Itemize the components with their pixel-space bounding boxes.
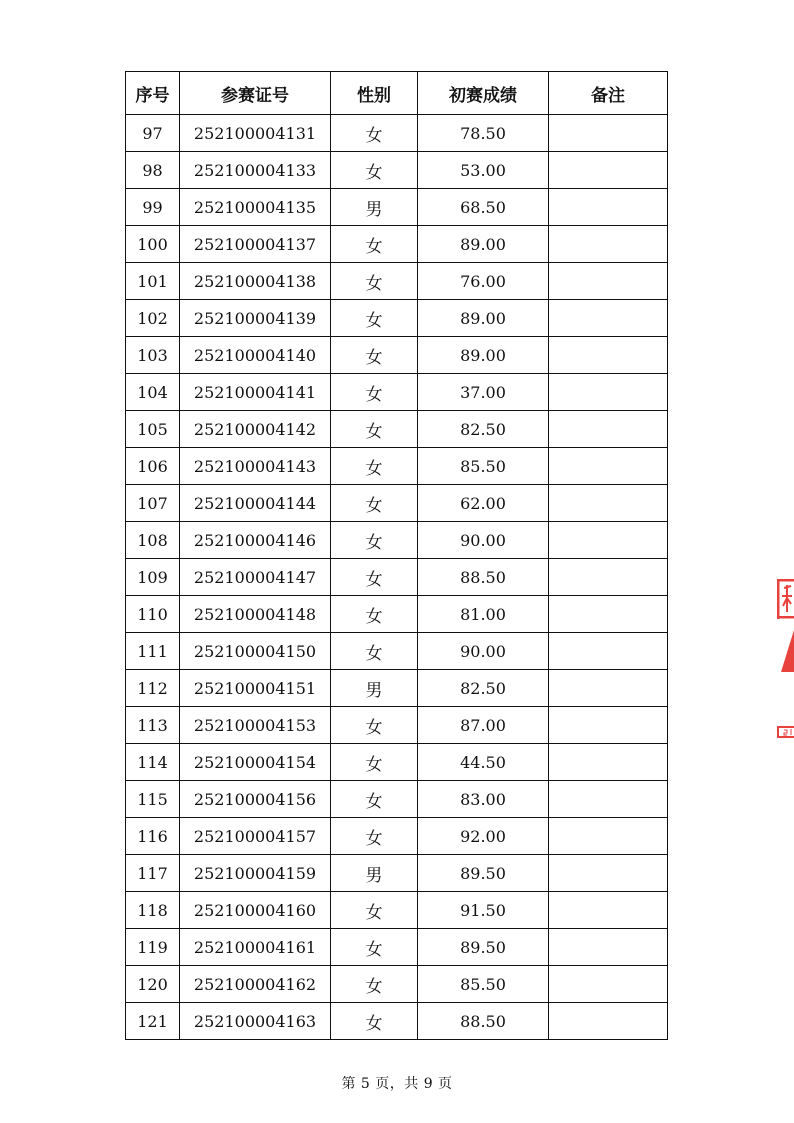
table-header-row (126, 72, 668, 115)
cell-entry-id: 252100004148 (180, 596, 331, 633)
header-gender: 性别 (331, 72, 418, 115)
cell-gender: 女 (331, 1003, 418, 1040)
table-row (126, 818, 668, 855)
cell-score: 83.00 (418, 781, 549, 818)
table-row (126, 633, 668, 670)
cell-remarks (549, 485, 668, 522)
cell-entry-id: 252100004154 (180, 744, 331, 781)
cell-gender: 女 (331, 633, 418, 670)
cell-score: 62.00 (418, 485, 549, 522)
cell-gender: 女 (331, 263, 418, 300)
cell-entry-id: 252100004133 (180, 152, 331, 189)
cell-entry-id: 252100004162 (180, 966, 331, 1003)
cell-entry-id: 252100004142 (180, 411, 331, 448)
page-number: 第 5 页，共 9 页 (341, 1076, 453, 1092)
cell-score: 76.00 (418, 263, 549, 300)
cell-score: 44.50 (418, 744, 549, 781)
cell-gender: 女 (331, 966, 418, 1003)
cell-gender: 女 (331, 596, 418, 633)
cell-entry-id: 252100004131 (180, 115, 331, 152)
table-row (126, 892, 668, 929)
table-row (126, 337, 668, 374)
cell-gender: 女 (331, 818, 418, 855)
cell-score: 90.00 (418, 522, 549, 559)
cell-remarks (549, 892, 668, 929)
cell-seq: 99 (126, 189, 180, 226)
cell-entry-id: 252100004156 (180, 781, 331, 818)
cell-entry-id: 252100004135 (180, 189, 331, 226)
cell-seq: 104 (126, 374, 180, 411)
cell-seq: 119 (126, 929, 180, 966)
cell-seq: 115 (126, 781, 180, 818)
cell-score: 82.50 (418, 411, 549, 448)
cell-score: 53.00 (418, 152, 549, 189)
table-row (126, 559, 668, 596)
cell-gender: 女 (331, 337, 418, 374)
cell-seq: 98 (126, 152, 180, 189)
cell-score: 85.50 (418, 448, 549, 485)
cell-gender: 女 (331, 522, 418, 559)
cell-gender: 女 (331, 300, 418, 337)
cell-remarks (549, 448, 668, 485)
cell-seq: 100 (126, 226, 180, 263)
table-row (126, 263, 668, 300)
cell-remarks (549, 633, 668, 670)
cell-entry-id: 252100004147 (180, 559, 331, 596)
table-row (126, 522, 668, 559)
cell-entry-id: 252100004157 (180, 818, 331, 855)
cell-score: 88.50 (418, 1003, 549, 1040)
cell-seq: 109 (126, 559, 180, 596)
cell-score: 92.00 (418, 818, 549, 855)
cell-remarks (549, 337, 668, 374)
cell-remarks (549, 374, 668, 411)
table-row (126, 152, 668, 189)
cell-score: 87.00 (418, 707, 549, 744)
cell-remarks (549, 522, 668, 559)
cell-seq: 102 (126, 300, 180, 337)
cell-remarks (549, 300, 668, 337)
header-remarks: 备注 (549, 72, 668, 115)
cell-gender: 女 (331, 485, 418, 522)
cell-gender: 女 (331, 781, 418, 818)
cell-entry-id: 252100004159 (180, 855, 331, 892)
cell-entry-id: 252100004140 (180, 337, 331, 374)
cell-gender: 女 (331, 559, 418, 596)
cell-remarks (549, 818, 668, 855)
cell-seq: 111 (126, 633, 180, 670)
cell-seq: 120 (126, 966, 180, 1003)
cell-entry-id: 252100004143 (180, 448, 331, 485)
cell-gender: 男 (331, 670, 418, 707)
cell-gender: 女 (331, 152, 418, 189)
cell-score: 91.50 (418, 892, 549, 929)
cell-entry-id: 252100004138 (180, 263, 331, 300)
cell-score: 89.00 (418, 300, 549, 337)
table-row (126, 448, 668, 485)
cell-gender: 女 (331, 374, 418, 411)
cell-gender: 女 (331, 744, 418, 781)
table-row (126, 596, 668, 633)
table-row (126, 670, 668, 707)
cell-score: 89.50 (418, 855, 549, 892)
cell-score: 68.50 (418, 189, 549, 226)
cell-remarks (549, 263, 668, 300)
cell-score: 90.00 (418, 633, 549, 670)
cell-entry-id: 252100004160 (180, 892, 331, 929)
cell-entry-id: 252100004144 (180, 485, 331, 522)
cell-entry-id: 252100004161 (180, 929, 331, 966)
cell-remarks (549, 596, 668, 633)
cell-entry-id: 252100004146 (180, 522, 331, 559)
cell-entry-id: 252100004153 (180, 707, 331, 744)
cell-score: 89.00 (418, 226, 549, 263)
cell-seq: 121 (126, 1003, 180, 1040)
score-table (125, 71, 668, 1040)
table-row (126, 855, 668, 892)
cell-score: 82.50 (418, 670, 549, 707)
cell-remarks (549, 226, 668, 263)
cell-gender: 男 (331, 855, 418, 892)
cell-seq: 97 (126, 115, 180, 152)
cell-gender: 女 (331, 115, 418, 152)
cell-remarks (549, 966, 668, 1003)
cell-seq: 103 (126, 337, 180, 374)
header-score: 初赛成绩 (418, 72, 549, 115)
table-row (126, 411, 668, 448)
cell-seq: 114 (126, 744, 180, 781)
cell-remarks (549, 559, 668, 596)
cell-score: 78.50 (418, 115, 549, 152)
cell-seq: 110 (126, 596, 180, 633)
cell-entry-id: 252100004150 (180, 633, 331, 670)
cell-gender: 女 (331, 226, 418, 263)
cell-entry-id: 252100004151 (180, 670, 331, 707)
cell-remarks (549, 744, 668, 781)
cell-score: 88.50 (418, 559, 549, 596)
cell-remarks (549, 115, 668, 152)
table-row (126, 374, 668, 411)
cell-gender: 男 (331, 189, 418, 226)
table-row (126, 226, 668, 263)
cell-remarks (549, 781, 668, 818)
header-entry-id: 参赛证号 (180, 72, 331, 115)
cell-score: 89.50 (418, 929, 549, 966)
cell-seq: 107 (126, 485, 180, 522)
cell-gender: 女 (331, 707, 418, 744)
table-row (126, 189, 668, 226)
table-row (126, 115, 668, 152)
cell-entry-id: 252100004139 (180, 300, 331, 337)
cell-seq: 113 (126, 707, 180, 744)
cell-remarks (549, 929, 668, 966)
cell-score: 81.00 (418, 596, 549, 633)
cell-remarks (549, 189, 668, 226)
cell-remarks (549, 670, 668, 707)
table-row (126, 1003, 668, 1040)
cell-gender: 女 (331, 448, 418, 485)
cell-seq: 108 (126, 522, 180, 559)
cell-remarks (549, 152, 668, 189)
cell-gender: 女 (331, 929, 418, 966)
cell-score: 37.00 (418, 374, 549, 411)
cell-score: 85.50 (418, 966, 549, 1003)
table-row (126, 929, 668, 966)
cell-remarks (549, 707, 668, 744)
table-row (126, 781, 668, 818)
header-seq: 序号 (126, 72, 180, 115)
cell-gender: 女 (331, 411, 418, 448)
cell-seq: 112 (126, 670, 180, 707)
table-row (126, 744, 668, 781)
cell-seq: 101 (126, 263, 180, 300)
cell-remarks (549, 411, 668, 448)
table-body (126, 115, 668, 1040)
cell-seq: 105 (126, 411, 180, 448)
cell-entry-id: 252100004137 (180, 226, 331, 263)
red-seal-stamp (774, 576, 794, 740)
cell-gender: 女 (331, 892, 418, 929)
table-row (126, 300, 668, 337)
cell-remarks (549, 855, 668, 892)
table-row (126, 966, 668, 1003)
cell-seq: 116 (126, 818, 180, 855)
table-row (126, 707, 668, 744)
cell-seq: 117 (126, 855, 180, 892)
cell-seq: 118 (126, 892, 180, 929)
table-row (126, 485, 668, 522)
cell-seq: 106 (126, 448, 180, 485)
cell-remarks (549, 1003, 668, 1040)
cell-entry-id: 252100004163 (180, 1003, 331, 1040)
cell-entry-id: 252100004141 (180, 374, 331, 411)
cell-score: 89.00 (418, 337, 549, 374)
